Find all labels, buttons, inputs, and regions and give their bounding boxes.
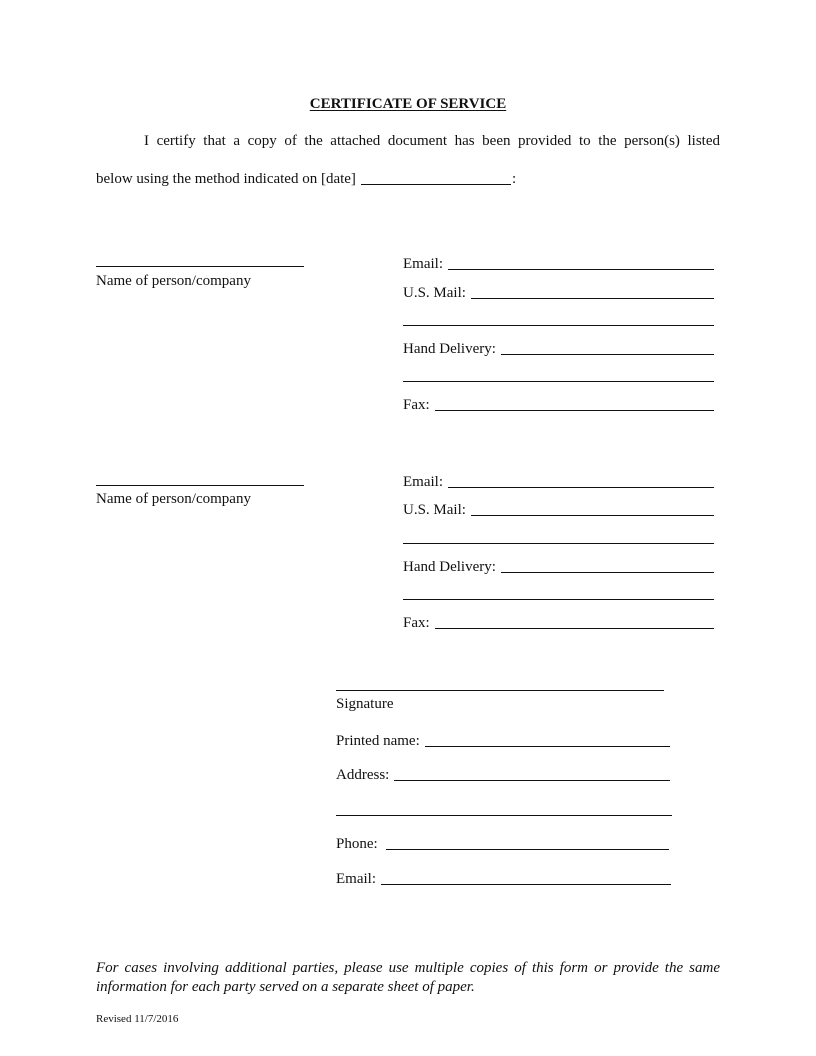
party-1-mail-row: [403, 284, 714, 302]
party-1-hand-row: [403, 340, 714, 358]
party-2-mail-label: U.S. Mail:: [403, 502, 466, 518]
party-2-mail-row: [403, 501, 714, 519]
printed-name-row: [336, 732, 670, 750]
printed-name-label: Printed name:: [336, 733, 420, 749]
phone-row: [336, 835, 669, 853]
party-2-hand-row: [403, 558, 714, 576]
party-2-hand-field-2[interactable]: [403, 599, 714, 600]
party-1-email-field[interactable]: [448, 269, 714, 270]
party-2-mail-field-2[interactable]: [403, 543, 714, 544]
party-2-name-field[interactable]: [96, 485, 304, 486]
party-1-mail-label: U.S. Mail:: [403, 285, 466, 301]
footer-note: For cases involving additional parties, please use multiple copies of this form or provide the same information for each party served on a separate sheet of paper.: [96, 960, 720, 995]
party-1-hand-field[interactable]: [501, 354, 714, 355]
party-1-email-label: Email:: [403, 256, 443, 272]
party-2-fax-field[interactable]: [435, 628, 714, 629]
party-2-hand-label: Hand Delivery:: [403, 559, 496, 575]
party-1-fax-row: [403, 396, 714, 414]
signer-email-label: Email:: [336, 871, 376, 887]
signer-email-field[interactable]: [381, 884, 671, 885]
party-1-mail-field[interactable]: [471, 298, 714, 299]
party-1-email-row: [403, 255, 714, 273]
party-2-hand-field[interactable]: [501, 572, 714, 573]
party-2-name-label: Name of person/company: [96, 491, 251, 507]
party-2-fax-label: Fax:: [403, 615, 430, 631]
party-2-email-field[interactable]: [448, 487, 714, 488]
phone-label: Phone:: [336, 836, 378, 852]
address-row: [336, 766, 670, 784]
party-2-fax-row: [403, 614, 714, 632]
address-field-2[interactable]: [336, 815, 672, 816]
party-1-fax-label: Fax:: [403, 397, 430, 413]
address-label: Address:: [336, 767, 390, 783]
party-2-email-row: [403, 473, 714, 491]
signature-label: Signature: [336, 696, 394, 712]
printed-name-field[interactable]: [425, 746, 670, 747]
address-field[interactable]: [394, 780, 670, 781]
signature-field[interactable]: [336, 690, 664, 691]
revised-date: Revised 11/7/2016: [96, 1013, 179, 1025]
party-2-mail-field[interactable]: [471, 515, 714, 516]
signer-email-row: [336, 870, 671, 888]
party-1-hand-label: Hand Delivery:: [403, 341, 496, 357]
intro-line-1: I certify that a copy of the attached document has been provided to the person(s) listed: [144, 133, 720, 149]
party-1-fax-field[interactable]: [435, 410, 714, 411]
intro-date-prefix: below using the method indicated on [date]: [96, 171, 356, 187]
intro-line-2: [96, 170, 521, 188]
party-2-email-label: Email:: [403, 474, 443, 490]
page-title: [0, 96, 816, 113]
phone-field[interactable]: [386, 849, 669, 850]
page-title-text: CERTIFICATE OF SERVICE: [309, 96, 507, 112]
party-1-name-label: Name of person/company: [96, 273, 251, 289]
party-1-mail-field-2[interactable]: [403, 325, 714, 326]
date-field[interactable]: [361, 184, 511, 185]
party-1-name-field[interactable]: [96, 266, 304, 267]
party-1-hand-field-2[interactable]: [403, 381, 714, 382]
date-suffix: :: [511, 171, 517, 187]
